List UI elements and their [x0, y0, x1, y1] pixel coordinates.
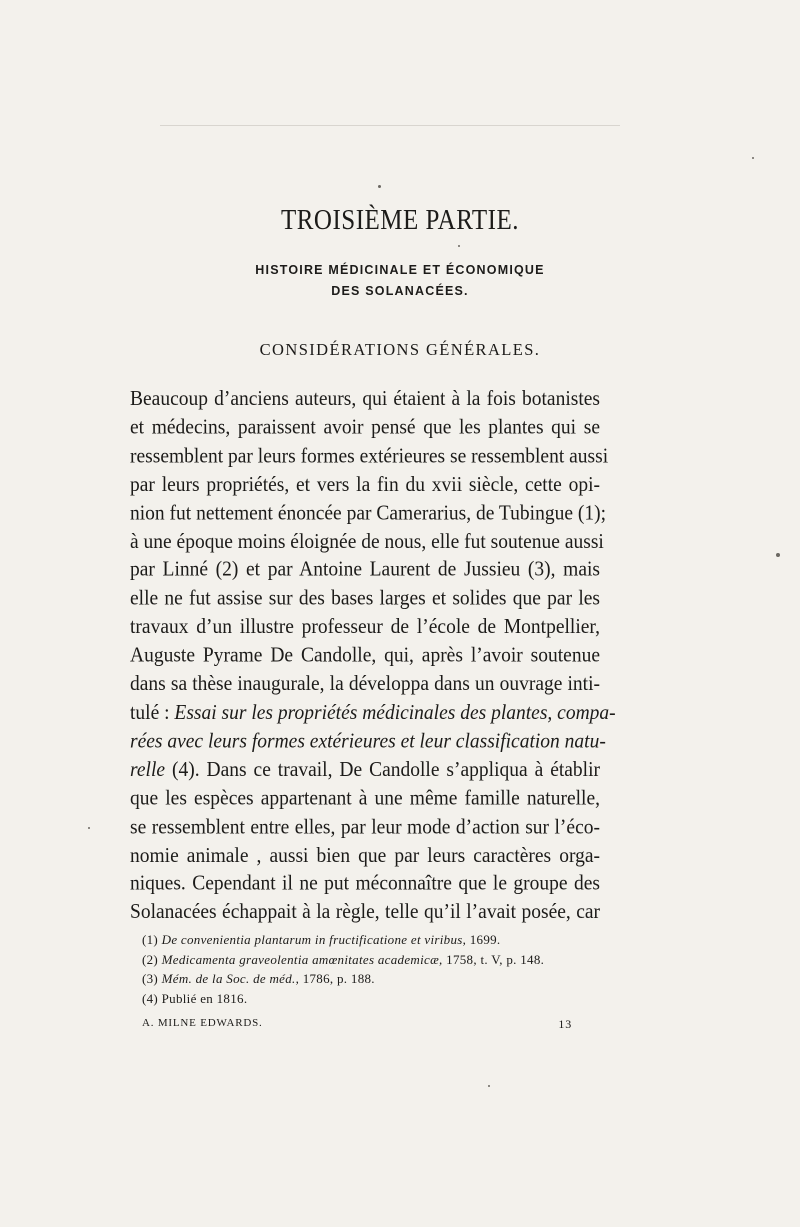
- book-title-italic: relle: [130, 758, 166, 782]
- body-line: niques. Cependant il ne put méconnaître que le groupe des: [130, 872, 600, 896]
- body-line: à une époque moins éloignée de nous, elle fut soutenue aussi: [130, 530, 604, 553]
- footnote-title: Medicamenta graveolentia amœnitates academicæ,: [161, 951, 443, 967]
- footnote: [142, 930, 602, 950]
- body-line: nion fut nettement énoncée par Camerarius, de Tubingue (1);: [130, 502, 606, 525]
- subtitle-line-2: DES SOLANACÉES.: [331, 284, 469, 298]
- body-line: ressemblent par leurs formes extérieures se ressemblent aussi: [130, 445, 609, 468]
- body-paragraph: [130, 386, 616, 928]
- section-heading: CONSIDÉRATIONS GÉNÉRALES.: [259, 340, 541, 359]
- footnote-ref: 1699.: [466, 932, 501, 947]
- body-line-mixed: [130, 700, 616, 729]
- body-line: Beaucoup d’anciens auteurs, qui étaient à la fois botanistes: [130, 388, 600, 411]
- footnote: [142, 950, 602, 970]
- signature-mark: 13: [558, 1017, 572, 1031]
- footnote-title: Mém. de la Soc. de méd.,: [161, 971, 300, 986]
- footnote-ref: 1786, p. 188.: [299, 971, 375, 986]
- book-title-italic: rées avec leurs formes extérieures et leur classification natu-: [130, 730, 606, 753]
- footnote-number: (4): [142, 990, 159, 1006]
- ink-speck: [776, 553, 780, 557]
- body-line-part: tulé :: [130, 701, 170, 725]
- footnote-number: (2): [142, 951, 159, 967]
- footnote: [142, 989, 602, 1009]
- body-line-italic: [130, 728, 606, 757]
- footnote-number: (3): [142, 971, 159, 986]
- ink-speck: [488, 1085, 490, 1087]
- footer-author: A. MILNE EDWARDS.: [142, 1017, 263, 1029]
- ink-speck: [88, 827, 90, 829]
- body-line-part: (4). Dans ce travail, De Candolle s’appliqua à établir: [171, 758, 601, 782]
- body-line: et médecins, paraissent avoir pensé que les plantes qui se: [130, 416, 600, 439]
- body-line: nomie animale , aussi bien que par leurs caractères orga-: [130, 844, 600, 867]
- footnote-ref: 1758, t. V, p. 148.: [442, 951, 545, 967]
- body-line: se ressemblent entre elles, par leur mode d’action sur l’éco-: [130, 815, 600, 839]
- footnote: [142, 969, 602, 989]
- ink-speck: [752, 157, 754, 159]
- body-line: Auguste Pyrame De Candolle, qui, après l’avoir soutenue: [130, 644, 600, 668]
- body-line: Solanacées échappait à la règle, telle qu’il l’avait posée, car: [130, 901, 600, 924]
- footnote-title: De convenientia plantarum in fructificatione et viribus,: [161, 932, 467, 947]
- ink-speck: [378, 185, 381, 188]
- body-line: dans sa thèse inaugurale, la développa dans un ouvrage inti-: [130, 673, 600, 696]
- book-title-italic: Essai sur les propriétés médicinales des plantes, compa-: [174, 701, 616, 725]
- ink-speck: [458, 245, 460, 247]
- footnote-number: (1): [142, 932, 159, 947]
- body-line: elle ne fut assise sur des bases larges et solides que par les: [130, 587, 600, 611]
- footnotes: [142, 930, 602, 1008]
- body-line: par leurs propriétés, et vers la fin du xvii siècle, cette opi-: [130, 473, 600, 496]
- body-line-mixed: [130, 757, 600, 786]
- body-line: que les espèces appartenant à une même famille naturelle,: [130, 787, 600, 810]
- body-line: travaux d’un illustre professeur de l’école de Montpellier,: [130, 616, 600, 639]
- subtitle-line-1: HISTOIRE MÉDICINALE ET ÉCONOMIQUE: [255, 263, 545, 277]
- part-title: TROISIÈME PARTIE.: [280, 205, 520, 236]
- footnote-ref: Publié en 1816.: [161, 990, 248, 1006]
- bleed-through-rule: [160, 125, 620, 126]
- body-line: par Linné (2) et par Antoine Laurent de Jussieu (3), mais: [130, 559, 600, 582]
